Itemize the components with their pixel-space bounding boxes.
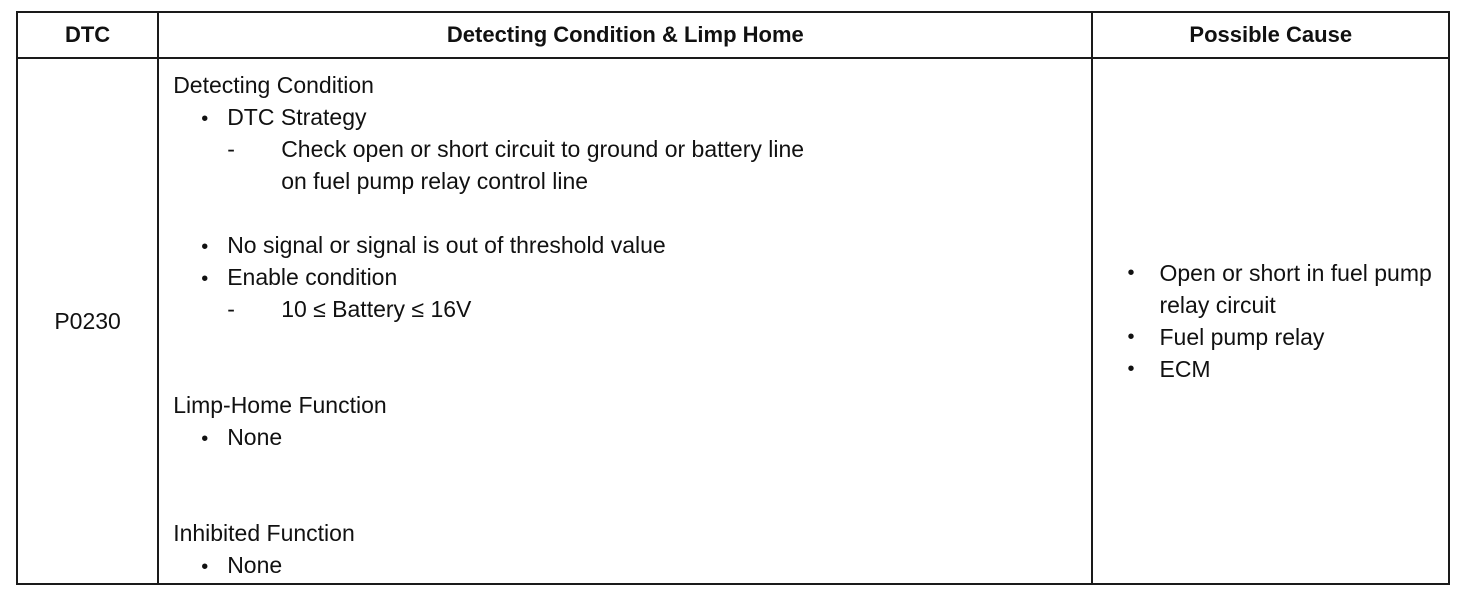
dtc-strategy-detail: Check open or short circuit to ground or battery line (281, 136, 805, 162)
signal-item: No signal or signal is out of threshold value (227, 232, 666, 258)
inhibited-heading: Inhibited Function (173, 520, 355, 546)
list-item (1127, 257, 1448, 321)
detecting-condition-heading: Detecting Condition (173, 72, 374, 98)
bullet-icon: • (201, 108, 209, 130)
cause-text: Open or short in fuel pump relay circuit (1159, 260, 1432, 318)
enable-condition-label: Enable condition (227, 264, 398, 290)
possible-cause-cell (1092, 58, 1449, 584)
table-row (17, 58, 1449, 584)
list-item (173, 293, 1091, 325)
bullet-icon: • (201, 428, 209, 450)
possible-cause-list (1093, 257, 1448, 385)
bullet-icon: • (1127, 358, 1135, 380)
limp-home-heading: Limp-Home Function (173, 392, 387, 418)
dtc-strategy-label: DTC Strategy (227, 104, 367, 130)
dash-icon: - (227, 136, 235, 162)
list-item (173, 421, 1091, 453)
cause-text: Fuel pump relay (1159, 324, 1325, 350)
dtc-table (16, 11, 1450, 585)
dtc-strategy-detail-cont: on fuel pump relay control line (281, 168, 589, 194)
list-item (173, 261, 1091, 293)
header-row (17, 12, 1449, 58)
cause-text: ECM (1159, 356, 1211, 382)
bullet-icon: • (1127, 326, 1135, 348)
limp-home-item: None (227, 424, 283, 450)
bullet-icon: • (1127, 262, 1135, 284)
bullet-icon: • (201, 556, 209, 578)
dtc-code-cell: P0230 (17, 58, 158, 584)
bullet-icon: • (201, 236, 209, 258)
enable-condition-detail: 10 ≤ Battery ≤ 16V (281, 296, 472, 322)
list-item (173, 229, 1091, 261)
inhibited-item: None (227, 552, 283, 578)
list-item (1127, 353, 1448, 385)
list-item (173, 549, 1091, 581)
list-item (1127, 321, 1448, 353)
dash-icon: - (227, 296, 235, 322)
bullet-icon: • (201, 268, 209, 290)
header-dtc: DTC (17, 12, 158, 58)
header-possible-cause: Possible Cause (1092, 12, 1449, 58)
header-condition: Detecting Condition & Limp Home (158, 12, 1092, 58)
list-item (173, 101, 1091, 133)
condition-cell (158, 58, 1092, 584)
list-item (173, 133, 1091, 165)
